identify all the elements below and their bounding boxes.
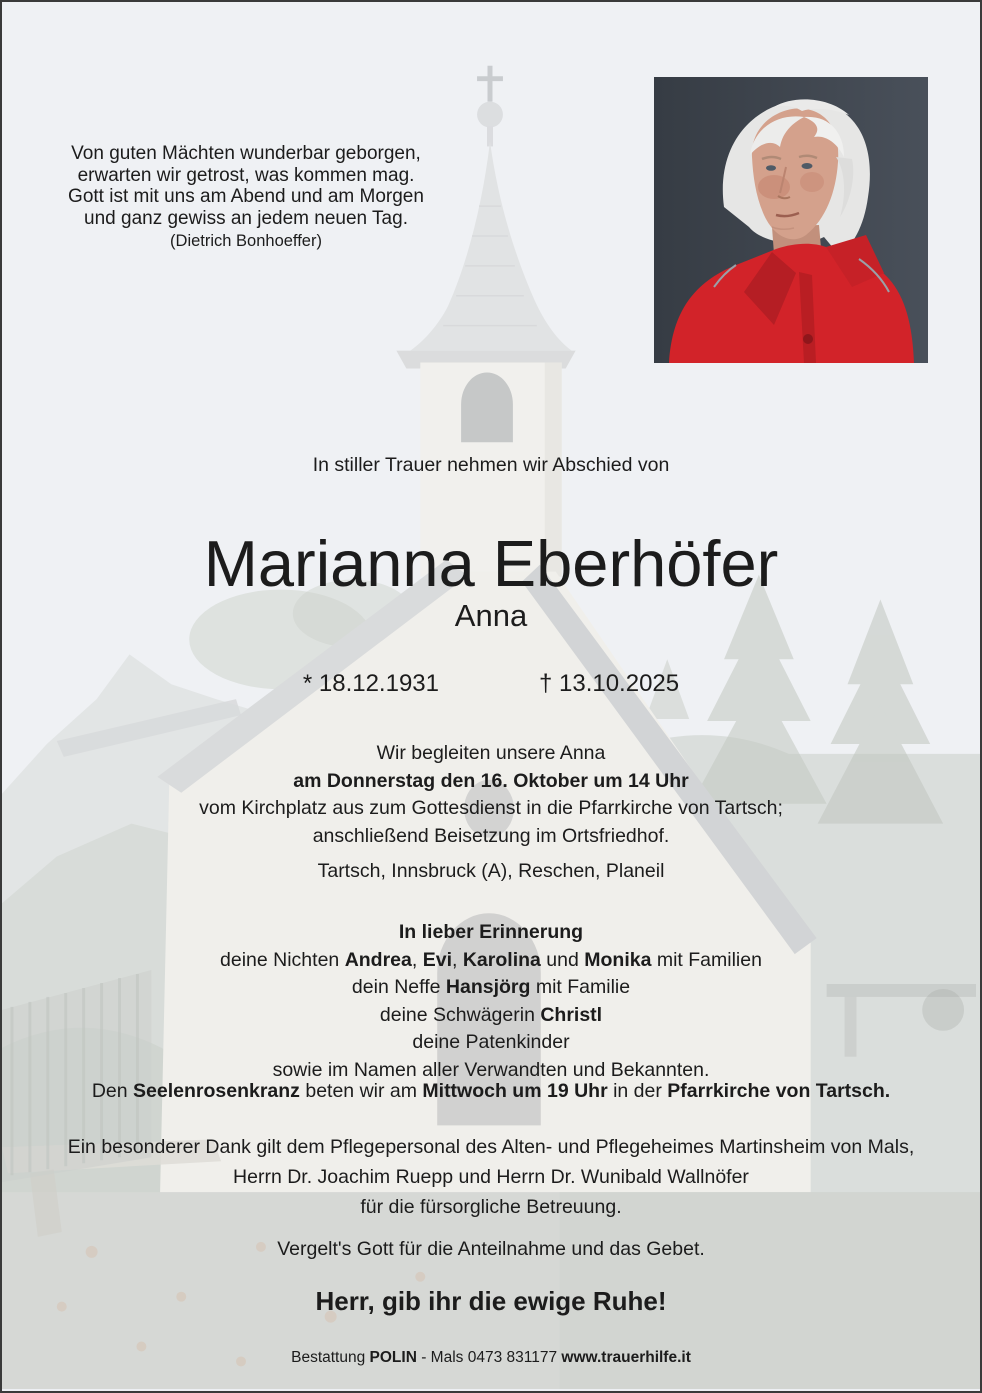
remembrance-sister-in-law	[2, 1002, 980, 1030]
name-segment: Andrea	[344, 948, 412, 971]
text-segment: Bestattung	[291, 1349, 370, 1366]
quote-line: Gott ist mit uns am Abend und am Morgen	[68, 186, 424, 207]
closing-prayer: Herr, gib ihr die ewige Ruhe!	[315, 1286, 667, 1316]
quote-line: und ganz gewiss an jedem neuen Tag.	[84, 207, 408, 229]
text-segment: - Mals 0473 831177	[416, 1349, 562, 1366]
remembrance-godchildren: deine Patenkinder	[412, 1031, 570, 1053]
jacket-button	[803, 334, 813, 344]
deceased-name: Marianna Eberhöfer	[203, 527, 779, 600]
thanks-line: Herrn Dr. Joachim Ruepp und Herrn Dr. Wunibald Wallnöfer	[233, 1166, 749, 1188]
remembrance-nieces	[2, 947, 980, 975]
text-segment: deine Schwägerin	[379, 1003, 541, 1026]
gratitude-line: Vergelt's Gott für die Anteilnahme und das Gebet.	[277, 1238, 705, 1260]
thanks-paragraph	[2, 1132, 980, 1222]
quote-block	[30, 143, 462, 253]
text-segment: ,	[411, 948, 423, 971]
text-segment-bold: Pfarrkirche von Tartsch.	[667, 1080, 891, 1102]
text-segment: beten wir am	[299, 1080, 423, 1102]
thanks-line: für die fürsorgliche Betreuung.	[360, 1196, 622, 1218]
farewell-intro: In stiller Trauer nehmen wir Abschied von	[312, 454, 670, 476]
name-segment: Hansjörg	[445, 976, 531, 998]
text-segment: mit Familien	[651, 948, 762, 971]
name-segment: Monika	[584, 948, 652, 971]
mourning-places: Tartsch, Innsbruck (A), Reschen, Planeil	[317, 860, 665, 882]
life-dates	[2, 670, 980, 698]
text-segment: und	[540, 948, 585, 971]
service-line: Wir begleiten unsere Anna	[376, 742, 606, 764]
quote-line: erwarten wir getrost, was kommen mag.	[77, 164, 415, 186]
remembrance-nephew	[2, 974, 980, 1002]
birth-date: * 18.12.1931	[302, 670, 439, 697]
text-segment: ,	[452, 948, 463, 971]
remembrance-relatives: sowie im Namen aller Verwandten und Bekannten.	[272, 1058, 710, 1081]
thanks-line: Ein besonderer Dank gilt dem Pflegepersonal des Alten- und Pflegeheimes Martinsheim von Mals,	[67, 1136, 915, 1158]
portrait-photo	[654, 77, 928, 363]
text-segment: Den	[91, 1080, 134, 1102]
remembrance-list	[2, 919, 980, 1084]
portrait-illustration	[654, 77, 928, 363]
text-segment-bold: Mittwoch um 19 Uhr	[422, 1080, 608, 1102]
text-segment: deine Nichten	[220, 948, 345, 971]
name-segment: Christl	[540, 1003, 603, 1026]
text-segment: dein Neffe	[351, 976, 446, 998]
eye	[802, 163, 813, 169]
deceased-nickname: Anna	[454, 598, 528, 633]
rosary-notice	[2, 1080, 980, 1103]
text-segment: in der	[607, 1080, 668, 1102]
name-segment: Karolina	[462, 948, 541, 971]
remembrance-title: In lieber Erinnerung	[398, 921, 584, 943]
eye	[766, 165, 776, 171]
text-segment: mit Familie	[530, 976, 631, 998]
cheek	[758, 175, 790, 199]
death-date: † 13.10.2025	[538, 670, 680, 697]
quote-line: Von guten Mächten wunderbar geborgen,	[71, 143, 421, 164]
service-line: vom Kirchplatz aus zum Gottesdienst in die Pfarrkirche von Tartsch;	[199, 797, 783, 819]
funeral-home-footer	[2, 1349, 980, 1367]
quote-attribution: (Dietrich Bonhoeffer)	[170, 232, 322, 250]
funeral-home-name: POLIN	[369, 1349, 417, 1366]
text-segment-bold: Seelenrosenkranz	[133, 1080, 300, 1102]
name-segment: Evi	[422, 948, 452, 971]
website-text: www.trauerhilfe.it	[561, 1349, 691, 1366]
cheek	[800, 172, 824, 192]
service-line-datetime: am Donnerstag den 16. Oktober um 14 Uhr	[293, 769, 689, 792]
service-line: anschließend Beisetzung im Ortsfriedhof.	[312, 824, 670, 847]
funeral-details	[2, 740, 980, 850]
